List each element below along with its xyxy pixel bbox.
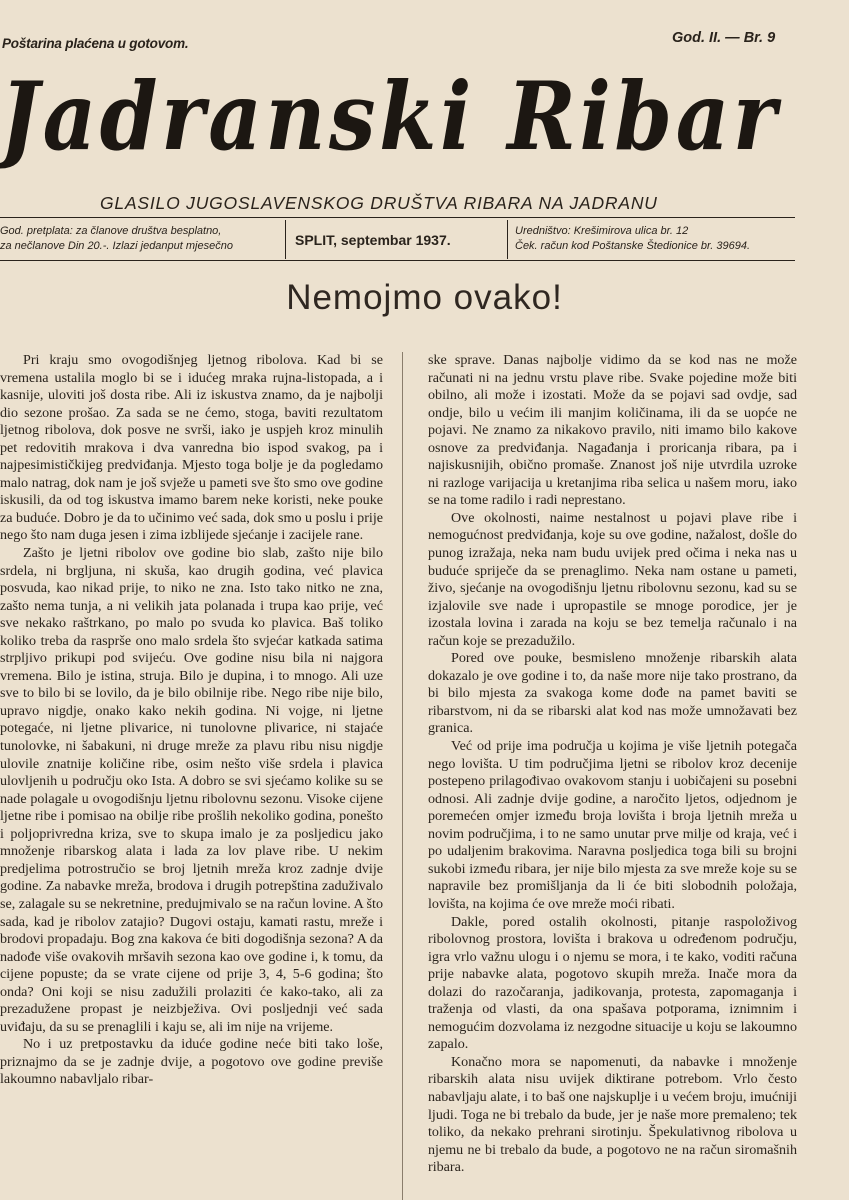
paragraph: Dakle, pored ostalih okolnosti, pitanje raspoloživog ribolovnog prostora, lovišta i brakova u određenom području, igra vrlo važnu ulogu i o njemu se mora, i te kako, voditi računa prije nabavke alata, pogotovo skupih mreža. Inače mora da dolazi do razočaranja, jadikovanja, protesta, zapomaganja i traženja od vlasti, da ona spašava potporama, iznimnim i nemogućim dozvolama iz nezgodne situacije u koju se lakoumno zapalo. — [428, 913, 797, 1053]
paragraph: Pri kraju smo ovogodišnjeg ljetnog ribolova. Kad bi se vremena ustalila moglo bi se i idućeg mraka rujna-listopada, a i kasnije, uloviti još dosta ribe. Ali iz iskustva znamo, da je najbolji dio sezone prošao. Za sada se ne ćemo, stoga, baviti rezultatom ljetnog ribolova, dok posve ne svrši, iako je uspjeh kroz minulih pet redovitih mrakova i dva vanredna bio ispod svakog, pa i najpesimističkijeg predviđanja. Mjesto toga bolje je da pogledamo malo natrag, dok nam je još svježe u pameti sve što smo ove godine iskusili, da od tog iskustva imamo barem neke koristi, neke pouke za buduće. Dobro je da to učinimo već sada, dok smo u poslu i prije nego što nam duga jesen i zima izblijede sjećanje i zacijele rane. — [0, 352, 383, 544]
paragraph: Ove okolnosti, naime nestalnost u pojavi plave ribe i nemogućnost predviđanja, koje su ove godine, nažalost, došle do punog izražaja, neka nam budu uvijek pred očima i neka nas u buduće spriječe da se prenaglimo. Neka nam ostane u pameti, živo, sjećanje na ovogodišnju ljetnu ribolovnu sezonu, kad su se izjalovile sve nade i upropastile se mnoge porodice, jer je izostala lovina i zarada na koju se bez temelja računalo i na račun koje se prezadužilo. — [428, 509, 797, 649]
paragraph: Zašto je ljetni ribolov ove godine bio slab, zašto nije bilo srdela, ni brgljuna, ni skuša, kao drugih godina, već plavica posvuda, kao nikad prije, to niko ne zna. Isto tako nitko ne zna, zašto nema tunja, a ni velikih jata polanada i trupa kao prije, već sve nekako raštrkano, po malo po svuda ko plavica. Baš toliko koliko treba da raspršе ono malo srdela što svjećar katkada satima strpljivo prikupi pod svijeću. Ove godine nisu bila ni najgora vremena. Bilo je istina, struja. Bilo je dupina, i to mnogo. Ali uze sve to bilo bi se lovilo, da je bilo obilnije ribe. Nego ribe nije bilo, upravo nigdje, onako kako nekih godina. Ni vojge, ni ljetne potegaće, ni ljetne plivarice, ni tunolovne plivarice, ni stajaće tunolovke, ni šabakuni, ni druge mreže za plavu ribu nisu nigdje ulovile znatnije količine ribe, osim nešto više srdela i plavica ulovljenih u području oko Ista. A dobro se svi sjećamo kolike su se nade polagale u ovogodišnju ljetnu ribolovnu sezonu. Visoke cijene ljetne ribe i pomisao na obilje ribe prošlih nekoliko godina, ponešto i poljoprivredna kriza, sve to skupa imalo je za posljedicu jako množenje ribarskog alata i lada za lov plave ribe. U nekim predjelima potrostručio se broj ljetnih mreža kroz zadnje dvije godine. Za nabavke mreža, brodova i drugih potrepština zaduživalo se, zalagale su se nekretnine, predujmivalo se na račun lovine. A što sada, kad je ribolov zatajio? Dugovi ostaju, kamati rastu, mreže i brodovi propadaju. Bog zna kakova će biti dogodišnja sezona? A da nadođe više ovakovih mršavih sezona kao ove godine i, k tomu, da cijene popuste; da se vrate cijene od prije 3, 4, 5-6 godina; što onda? Oni koji se nisu zadužili prolaziti će kako-tako, ali za prezadužene propast je neizbježiva. Ovi posljednji već sada uviđaju, da su se prenaglili i kaju se, ali im nije na vrijeme. — [0, 545, 383, 1035]
paragraph: No i uz pretpostavku da iduće godine neće biti tako loše, priznajmo da se je zadnje dvije, a pogotovo ove godine previše lakoumno nabavljalo ribar- — [0, 1036, 383, 1088]
info-separator-left — [285, 220, 286, 259]
postage-note: Poštarina plaćena u gotovom. — [2, 36, 189, 51]
paragraph: Konačno mora se napomenuti, da nabavke i množenje ribarskih alata nisu uvijek diktirane potrebom. Vrlo često nabavljaju alate, i to baš one najskuplje i u većem broju, imućniji ljudi. Toga ne bi trebalo da bude, jer je naše more premaleno; tek toliko, da nekako prehrani sirotinju. Špekulativnog ribolova u njemu ne bi trebalo da bude, a pogotovo ne na račun siromašnih ribara. — [428, 1053, 797, 1176]
paragraph: ske sprave. Danas najbolje vidimo da se kod nas ne može računati ni na jednu vrstu plave ribe. Svake pojedine može biti obilno, ali može i izostati. Može da se pojavi sad ovdje, sad ondje, bilo u većim ili manjim količinama, ili da se uopće ne pojavi. Ne znamo za nikakovo pravilo, niti imamo bilo kakove osnove za predviđanja. Nagađanja i proricanja ribara, pa i najiskusnijih, obično promaše. Znanost još nije utvrdila uzroke ni razloge varijacija u kretanjima riba selica u našem moru, iako se na tome radilo i radi neprestano. — [428, 352, 797, 509]
place-date: SPLIT, septembar 1937. — [295, 232, 451, 248]
editorial-line-1: Uredništvo: Krešimirova ulica br. 12 — [515, 225, 689, 237]
subscription-line-2: za nečlanove Din 20.-. Izlazi jedanput mjesečno — [0, 240, 233, 252]
masthead-subtitle: GLASILO JUGOSLAVENSKOG DRUŠTVA RIBARA NA JADRANU — [100, 193, 658, 213]
article-column-left — [0, 352, 383, 1089]
editorial-info — [515, 224, 849, 254]
header-bottom-rule — [0, 260, 795, 261]
issue-number: God. II. — Br. 9 — [672, 30, 776, 46]
masthead-title: Jadranski Ribar — [0, 62, 780, 172]
info-separator-right — [507, 220, 508, 259]
article-column-right — [428, 352, 797, 1177]
subscription-line-1: God. pretplata: za članove društva besplatno, — [0, 225, 222, 237]
paragraph: Već od prije ima područja u kojima je više ljetnih potegača nego lovišta. U tim područjima ljetni se ribolov kroz decenije postepeno prilagođivao ovakovom stanju i uobičajeni su posebni odnosi. Ali zadnje dvije godine, a naročito ljetos, odjednom je poremećen omjer između broja lovišta i broja ljetnih mreža u novim područjima, i to ne samo unutar prve milje od kraja, već i po udaljenim brakovima. Naravna posljedica toga bili su brojni sukobi između ribara, jer nije bilo mjesta za sve mreže koje su se napravile bez promišljanja da li će biti slobodnih položaja, lovišta, na kojima će ove mreže moći ribati. — [428, 738, 797, 912]
column-divider — [402, 352, 403, 1200]
article-headline: Nemojmo ovako! — [286, 278, 563, 317]
editorial-line-2: Ček. račun kod Poštanske Štedionice br. 39694. — [515, 240, 751, 252]
paragraph: Pored ove pouke, besmisleno množenje ribarskih alata dokazalo je ove godine i to, da naše more nije tako prostrano, da bi bilo mjesta za svakoga kome dođe na pamet baviti se ribarstvom, ni da se ribarski alat kod nas može umnožavati bez granica. — [428, 650, 797, 737]
subscription-info — [0, 224, 280, 254]
header-top-rule — [0, 217, 795, 218]
